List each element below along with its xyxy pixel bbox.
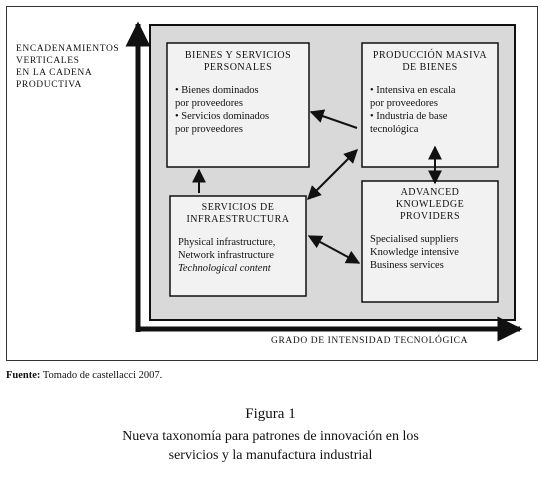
list-item: por proveedores (370, 98, 438, 109)
box-servicios-title (170, 202, 306, 226)
box-servicios-text (170, 202, 306, 275)
y-axis-label-line: EN LA CADENA (16, 68, 93, 78)
list-item: • Servicios dominados (175, 111, 270, 122)
title-line: PROVIDERS (399, 211, 461, 222)
box-advanced-items (370, 233, 498, 272)
title-line: PERSONALES (203, 62, 273, 73)
list-item: Physical infrastructure, (178, 237, 276, 248)
box-produccion-items (370, 84, 498, 136)
box-servicios-items (178, 236, 306, 275)
list-item: por proveedores (175, 98, 243, 109)
box-produccion-text (362, 50, 498, 136)
caption-line: servicios y la manufactura industrial (168, 448, 373, 463)
y-axis-label-line: PRODUCTIVA (16, 80, 83, 90)
list-item: Technological content (178, 263, 271, 274)
source-text: Tomado de castellacci 2007. (40, 370, 163, 381)
list-item: Network infrastructure (178, 250, 274, 261)
list-item: por proveedores (175, 124, 243, 135)
list-item: Knowledge intensive (370, 247, 459, 258)
box-bienes-title (167, 50, 309, 74)
title-line: BIENES Y SERVICIOS (184, 50, 292, 61)
caption-text (0, 427, 541, 465)
figure-caption (0, 405, 541, 465)
title-line: PRODUCCIÓN MASIVA (372, 50, 488, 61)
title-line: INFRAESTRUCTURA (186, 214, 290, 225)
x-axis-label: GRADO DE INTENSIDAD TECNOLÓGICA (271, 336, 469, 346)
caption-title: Figura 1 (245, 406, 296, 422)
source-note (6, 370, 162, 381)
title-line: SERVICIOS DE (201, 202, 275, 213)
box-advanced-text (362, 187, 498, 272)
box-bienes-text (167, 50, 309, 136)
y-axis-label (16, 43, 119, 91)
list-item: • Industria de base (370, 111, 448, 122)
box-bienes-items (175, 84, 309, 136)
title-line: ADVANCED (400, 187, 460, 198)
box-produccion-title (362, 50, 498, 74)
list-item: Business services (370, 260, 444, 271)
y-axis-label-line: ENCADENAMIENTOS (16, 44, 120, 54)
caption-line: Nueva taxonomía para patrones de innovación en los (122, 429, 419, 444)
list-item: Specialised suppliers (370, 234, 459, 245)
source-label: Fuente: (6, 370, 41, 381)
list-item: • Bienes dominados (175, 85, 259, 96)
title-line: DE BIENES (402, 62, 458, 73)
box-advanced-title (362, 187, 498, 223)
list-item: • Intensiva en escala (370, 85, 456, 96)
title-line: KNOWLEDGE (395, 199, 465, 210)
list-item: tecnológica (370, 124, 419, 135)
y-axis-label-line: VERTICALES (16, 56, 80, 66)
